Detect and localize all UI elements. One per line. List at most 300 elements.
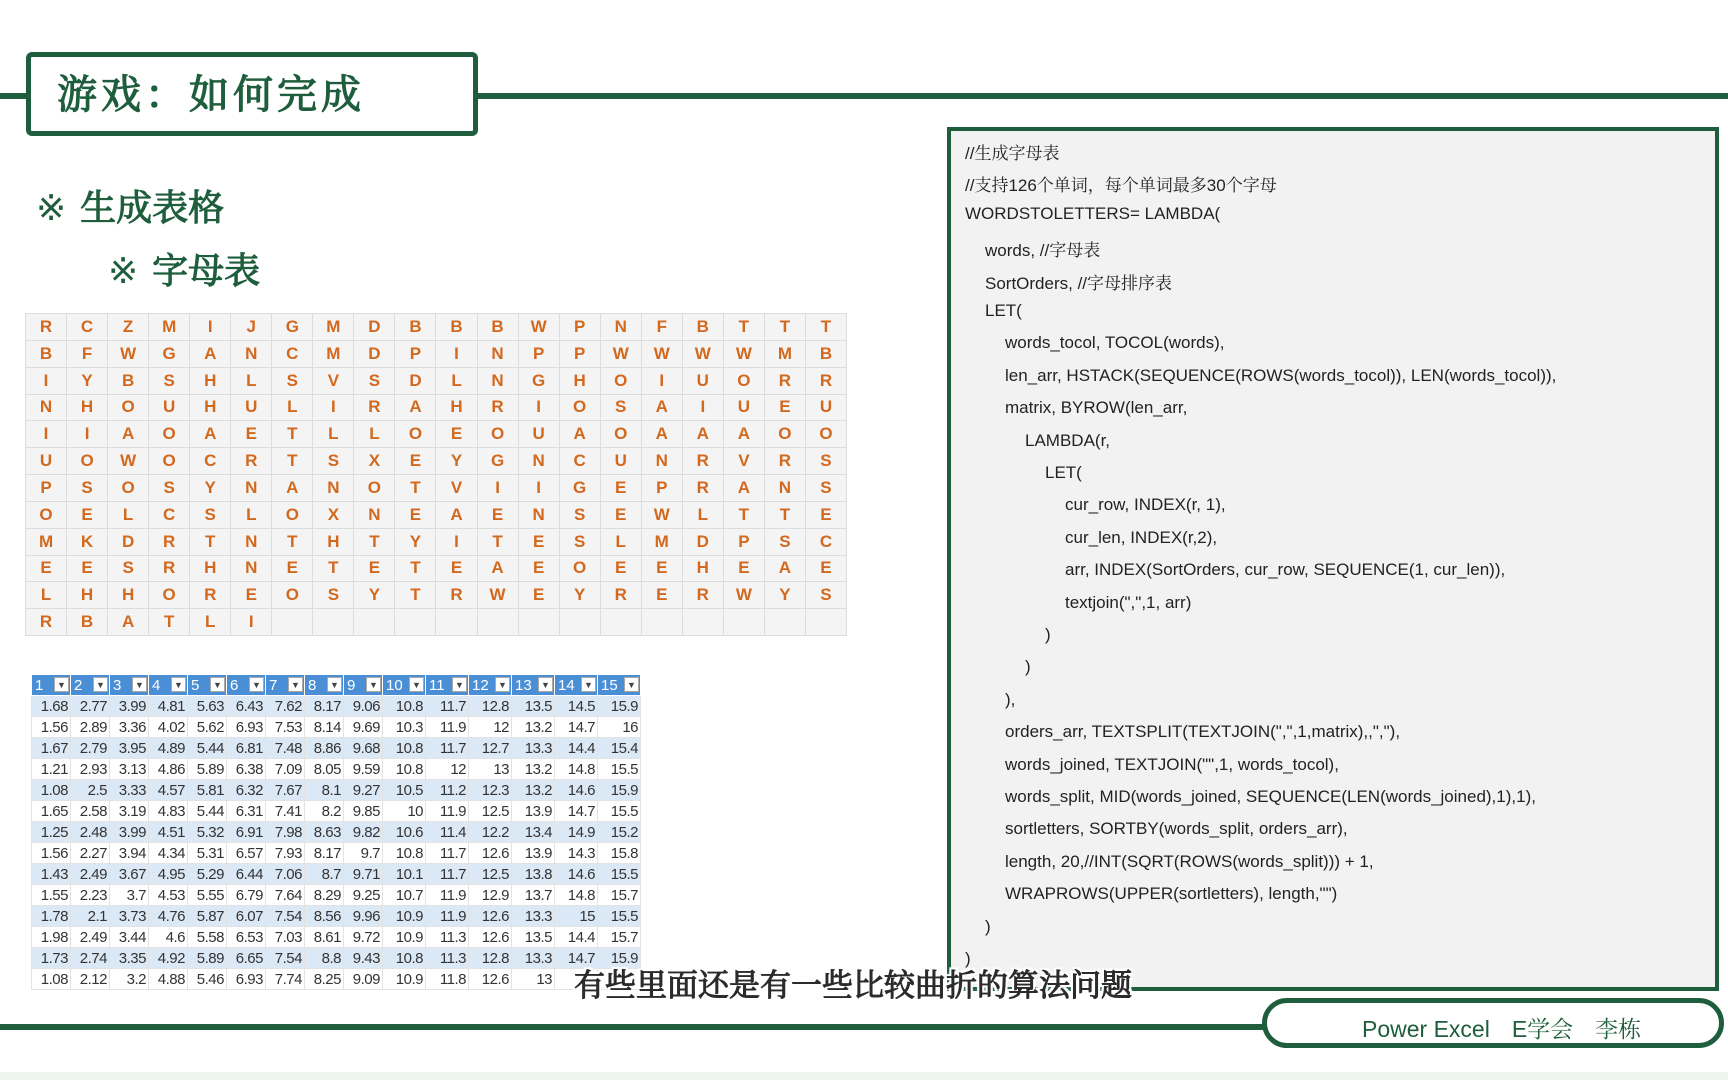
table-cell: 9.96 bbox=[344, 906, 383, 927]
letter-cell: E bbox=[478, 502, 519, 529]
number-table bbox=[31, 674, 641, 990]
table-cell: 3.44 bbox=[110, 927, 149, 948]
table-cell: 2.12 bbox=[71, 969, 110, 990]
letter-cell: N bbox=[231, 556, 272, 583]
letter-cell: C bbox=[190, 448, 231, 475]
letter-cell: I bbox=[190, 314, 231, 341]
column-header-label: 9 bbox=[347, 676, 356, 694]
letter-cell: N bbox=[26, 395, 67, 422]
table-cell: 4.86 bbox=[149, 759, 188, 780]
table-row bbox=[32, 948, 641, 969]
table-cell: 8.56 bbox=[305, 906, 344, 927]
letter-cell: U bbox=[231, 395, 272, 422]
letter-cell: R bbox=[26, 314, 67, 341]
letter-cell: S bbox=[806, 582, 847, 609]
letter-cell: L bbox=[272, 395, 313, 422]
letter-cell: A bbox=[272, 475, 313, 502]
table-cell: 3.2 bbox=[110, 969, 149, 990]
table-cell: 10.9 bbox=[383, 906, 426, 927]
filter-dropdown-icon[interactable]: ▼ bbox=[624, 677, 639, 692]
letter-cell: A bbox=[642, 395, 683, 422]
letter-cell: E bbox=[231, 582, 272, 609]
letter-cell: L bbox=[354, 421, 395, 448]
table-cell: 1.65 bbox=[32, 801, 71, 822]
letter-cell: W bbox=[601, 341, 642, 368]
letter-cell: T bbox=[354, 529, 395, 556]
letter-cell: H bbox=[67, 395, 108, 422]
filter-dropdown-icon[interactable]: ▼ bbox=[538, 677, 553, 692]
filter-dropdown-icon[interactable]: ▼ bbox=[93, 677, 108, 692]
table-cell: 6.32 bbox=[227, 780, 266, 801]
table-cell: 1.55 bbox=[32, 885, 71, 906]
letter-cell: O bbox=[149, 582, 190, 609]
table-cell: 12 bbox=[426, 759, 469, 780]
letter-cell: S bbox=[149, 475, 190, 502]
letter-cell: L bbox=[601, 529, 642, 556]
table-cell: 15.2 bbox=[598, 822, 641, 843]
table-cell: 5.46 bbox=[188, 969, 227, 990]
table-cell: 6.93 bbox=[227, 969, 266, 990]
table-cell: 11.9 bbox=[426, 801, 469, 822]
letter-cell: E bbox=[231, 421, 272, 448]
column-header[interactable] bbox=[555, 675, 598, 696]
filter-dropdown-icon[interactable]: ▼ bbox=[327, 677, 342, 692]
table-cell: 9.27 bbox=[344, 780, 383, 801]
letter-cell: I bbox=[67, 421, 108, 448]
letter-cell: E bbox=[724, 556, 765, 583]
table-row bbox=[32, 864, 641, 885]
letter-cell: T bbox=[272, 529, 313, 556]
letter-cell bbox=[436, 609, 477, 636]
letter-cell: U bbox=[683, 368, 724, 395]
table-cell: 9.25 bbox=[344, 885, 383, 906]
table-cell: 13.3 bbox=[512, 906, 555, 927]
letter-cell: N bbox=[642, 448, 683, 475]
table-cell: 9.82 bbox=[344, 822, 383, 843]
letter-cell: N bbox=[519, 448, 560, 475]
table-cell: 8.17 bbox=[305, 843, 344, 864]
column-header[interactable] bbox=[71, 675, 110, 696]
table-cell: 1.56 bbox=[32, 843, 71, 864]
letter-cell: S bbox=[560, 529, 601, 556]
table-cell: 5.63 bbox=[188, 696, 227, 717]
table-cell: 10.1 bbox=[383, 864, 426, 885]
column-header-label: 4 bbox=[152, 676, 161, 694]
letter-cell: R bbox=[478, 395, 519, 422]
table-cell: 12.2 bbox=[469, 822, 512, 843]
table-cell: 10.5 bbox=[383, 780, 426, 801]
column-header[interactable] bbox=[110, 675, 149, 696]
table-cell: 2.49 bbox=[71, 864, 110, 885]
letter-cell: I bbox=[26, 421, 67, 448]
letter-cell: T bbox=[272, 421, 313, 448]
letter-cell: D bbox=[354, 341, 395, 368]
letter-cell: S bbox=[806, 475, 847, 502]
letter-cell: E bbox=[519, 529, 560, 556]
table-cell: 13.9 bbox=[512, 801, 555, 822]
table-row bbox=[32, 927, 641, 948]
table-row bbox=[32, 843, 641, 864]
letter-cell: E bbox=[806, 502, 847, 529]
table-cell: 11.3 bbox=[426, 948, 469, 969]
letter-cell bbox=[642, 609, 683, 636]
table-cell: 2.27 bbox=[71, 843, 110, 864]
letter-cell: H bbox=[190, 556, 231, 583]
letter-cell: O bbox=[26, 502, 67, 529]
table-cell: 8.63 bbox=[305, 822, 344, 843]
letter-cell: T bbox=[395, 475, 436, 502]
letter-cell: L bbox=[683, 502, 724, 529]
letter-cell: R bbox=[601, 582, 642, 609]
letter-cell: E bbox=[436, 556, 477, 583]
table-cell: 1.67 bbox=[32, 738, 71, 759]
table-cell: 11.8 bbox=[426, 969, 469, 990]
table-cell: 15.7 bbox=[598, 885, 641, 906]
letter-cell: I bbox=[313, 395, 354, 422]
table-row bbox=[32, 696, 641, 717]
letter-cell: G bbox=[272, 314, 313, 341]
table-cell: 3.33 bbox=[110, 780, 149, 801]
footer-author: 李栋 bbox=[1595, 1016, 1642, 1042]
column-header-label: 13 bbox=[515, 676, 532, 694]
letter-cell: X bbox=[313, 502, 354, 529]
letter-cell: A bbox=[642, 421, 683, 448]
code-line: matrix, BYROW(len_arr, bbox=[1005, 398, 1188, 418]
letter-cell: L bbox=[108, 502, 149, 529]
table-cell: 6.65 bbox=[227, 948, 266, 969]
table-cell: 5.89 bbox=[188, 948, 227, 969]
table-cell: 5.32 bbox=[188, 822, 227, 843]
table-cell: 1.73 bbox=[32, 948, 71, 969]
letter-cell: E bbox=[806, 556, 847, 583]
letter-cell: Y bbox=[190, 475, 231, 502]
table-cell: 5.31 bbox=[188, 843, 227, 864]
filter-dropdown-icon[interactable]: ▼ bbox=[366, 677, 381, 692]
letter-cell bbox=[601, 609, 642, 636]
table-cell: 11.9 bbox=[426, 885, 469, 906]
table-row bbox=[32, 759, 641, 780]
table-cell: 12.9 bbox=[469, 885, 512, 906]
table-cell: 15.9 bbox=[598, 780, 641, 801]
table-cell: 9.59 bbox=[344, 759, 383, 780]
table-cell: 10.8 bbox=[383, 948, 426, 969]
column-header[interactable] bbox=[32, 675, 71, 696]
table-cell: 15.5 bbox=[598, 759, 641, 780]
letter-cell: A bbox=[765, 556, 806, 583]
table-cell: 12.7 bbox=[469, 738, 512, 759]
table-cell: 11.7 bbox=[426, 864, 469, 885]
table-cell: 3.13 bbox=[110, 759, 149, 780]
column-header[interactable] bbox=[188, 675, 227, 696]
letter-cell bbox=[395, 609, 436, 636]
letter-cell: R bbox=[683, 475, 724, 502]
table-cell: 10.8 bbox=[383, 696, 426, 717]
letter-cell bbox=[519, 609, 560, 636]
letter-cell: H bbox=[683, 556, 724, 583]
letter-cell: H bbox=[67, 582, 108, 609]
code-line: arr, INDEX(SortOrders, cur_row, SEQUENCE(1, cur_len)), bbox=[1065, 560, 1506, 580]
table-cell: 12.6 bbox=[469, 843, 512, 864]
table-cell: 14.8 bbox=[555, 885, 598, 906]
table-cell: 14.8 bbox=[555, 759, 598, 780]
letter-cell: M bbox=[642, 529, 683, 556]
column-header-label: 6 bbox=[230, 676, 239, 694]
letter-cell: W bbox=[642, 341, 683, 368]
letter-cell: N bbox=[519, 502, 560, 529]
table-cell: 14.7 bbox=[555, 948, 598, 969]
letter-cell: O bbox=[108, 395, 149, 422]
table-cell: 12.8 bbox=[469, 948, 512, 969]
code-line: words_joined, TEXTJOIN("",1, words_tocol), bbox=[1005, 754, 1339, 774]
table-cell: 4.02 bbox=[149, 717, 188, 738]
letter-cell: E bbox=[765, 395, 806, 422]
letter-cell bbox=[683, 609, 724, 636]
letter-cell: Y bbox=[436, 448, 477, 475]
table-cell: 8.29 bbox=[305, 885, 344, 906]
table-cell: 12.6 bbox=[469, 927, 512, 948]
table-cell: 13.9 bbox=[512, 843, 555, 864]
letter-cell: Y bbox=[354, 582, 395, 609]
filter-dropdown-icon[interactable]: ▼ bbox=[409, 677, 424, 692]
letter-cell: B bbox=[683, 314, 724, 341]
table-cell: 4.76 bbox=[149, 906, 188, 927]
letter-cell: S bbox=[601, 395, 642, 422]
column-header[interactable] bbox=[227, 675, 266, 696]
letter-cell: L bbox=[231, 368, 272, 395]
filter-dropdown-icon[interactable]: ▼ bbox=[581, 677, 596, 692]
table-cell: 3.94 bbox=[110, 843, 149, 864]
letter-cell: R bbox=[683, 448, 724, 475]
table-cell: 10.8 bbox=[383, 738, 426, 759]
letter-cell: N bbox=[231, 341, 272, 368]
table-cell: 15 bbox=[555, 906, 598, 927]
footer-brand: Power Excel bbox=[1362, 1016, 1490, 1042]
table-cell: 13.4 bbox=[512, 822, 555, 843]
column-header[interactable] bbox=[598, 675, 641, 696]
table-cell: 13.5 bbox=[512, 927, 555, 948]
column-header[interactable] bbox=[469, 675, 512, 696]
letter-cell: E bbox=[354, 556, 395, 583]
column-header-label: 14 bbox=[558, 676, 575, 694]
table-cell: 8.05 bbox=[305, 759, 344, 780]
letter-cell: V bbox=[313, 368, 354, 395]
table-cell: 5.87 bbox=[188, 906, 227, 927]
table-cell: 16 bbox=[598, 717, 641, 738]
letter-cell: T bbox=[313, 556, 354, 583]
column-header-label: 3 bbox=[113, 676, 122, 694]
table-cell: 8.8 bbox=[305, 948, 344, 969]
table-cell: 5.44 bbox=[188, 738, 227, 759]
table-cell: 5.58 bbox=[188, 927, 227, 948]
filter-dropdown-icon[interactable]: ▼ bbox=[210, 677, 225, 692]
table-cell: 5.89 bbox=[188, 759, 227, 780]
column-header[interactable] bbox=[344, 675, 383, 696]
letter-cell: C bbox=[272, 341, 313, 368]
letter-cell: V bbox=[436, 475, 477, 502]
code-line: ) bbox=[965, 949, 971, 968]
letter-cell: E bbox=[601, 502, 642, 529]
letter-cell: P bbox=[724, 529, 765, 556]
letter-cell: T bbox=[395, 556, 436, 583]
letter-cell: T bbox=[478, 529, 519, 556]
letter-cell: D bbox=[683, 529, 724, 556]
letter-cell bbox=[765, 609, 806, 636]
letter-cell bbox=[272, 609, 313, 636]
letter-cell: R bbox=[683, 582, 724, 609]
table-row bbox=[32, 801, 641, 822]
table-cell: 7.54 bbox=[266, 906, 305, 927]
letter-cell: F bbox=[67, 341, 108, 368]
letter-cell: O bbox=[601, 368, 642, 395]
title-box bbox=[26, 52, 478, 136]
letter-cell: N bbox=[231, 475, 272, 502]
table-cell: 11.7 bbox=[426, 738, 469, 759]
filter-dropdown-icon[interactable]: ▼ bbox=[54, 677, 69, 692]
column-header[interactable] bbox=[426, 675, 469, 696]
letter-cell: L bbox=[231, 502, 272, 529]
table-cell: 5.44 bbox=[188, 801, 227, 822]
letter-cell: E bbox=[272, 556, 313, 583]
letter-cell: O bbox=[272, 582, 313, 609]
code-line: WORDSTOLETTERS= LAMBDA( bbox=[965, 203, 1221, 223]
code-line: words_split, MID(words_joined, SEQUENCE(LEN(words_joined),1),1), bbox=[1005, 787, 1536, 806]
letter-cell: O bbox=[149, 448, 190, 475]
filter-dropdown-icon[interactable]: ▼ bbox=[288, 677, 303, 692]
filter-dropdown-icon[interactable]: ▼ bbox=[171, 677, 186, 692]
filter-dropdown-icon[interactable]: ▼ bbox=[452, 677, 467, 692]
table-cell: 14.9 bbox=[555, 822, 598, 843]
table-cell: 9.43 bbox=[344, 948, 383, 969]
letter-cell: B bbox=[478, 314, 519, 341]
table-cell: 4.57 bbox=[149, 780, 188, 801]
letter-cell: S bbox=[354, 368, 395, 395]
table-cell: 2.74 bbox=[71, 948, 110, 969]
table-cell: 11.7 bbox=[426, 843, 469, 864]
table-cell: 3.99 bbox=[110, 696, 149, 717]
code-panel bbox=[947, 127, 1719, 991]
footer-org: E学会 bbox=[1511, 1016, 1574, 1042]
table-cell: 12.6 bbox=[469, 969, 512, 990]
letter-cell: Y bbox=[560, 582, 601, 609]
letter-cell: E bbox=[436, 421, 477, 448]
filter-dropdown-icon[interactable]: ▼ bbox=[249, 677, 264, 692]
table-cell: 1.78 bbox=[32, 906, 71, 927]
letter-cell: O bbox=[395, 421, 436, 448]
letter-cell: G bbox=[478, 448, 519, 475]
letter-cell: O bbox=[272, 502, 313, 529]
letter-cell: A bbox=[108, 609, 149, 636]
letter-cell: L bbox=[313, 421, 354, 448]
table-cell: 12.5 bbox=[469, 801, 512, 822]
column-header[interactable] bbox=[149, 675, 188, 696]
code-line: textjoin(",",1, arr) bbox=[1065, 592, 1192, 612]
letter-cell: O bbox=[478, 421, 519, 448]
table-cell: 11.2 bbox=[426, 780, 469, 801]
letter-cell: C bbox=[67, 314, 108, 341]
letter-cell bbox=[313, 609, 354, 636]
table-cell: 4.34 bbox=[149, 843, 188, 864]
table-cell: 6.57 bbox=[227, 843, 266, 864]
letter-cell: P bbox=[395, 341, 436, 368]
table-cell: 9.85 bbox=[344, 801, 383, 822]
table-cell: 1.25 bbox=[32, 822, 71, 843]
letter-cell: I bbox=[436, 529, 477, 556]
table-cell: 7.98 bbox=[266, 822, 305, 843]
table-cell: 9.71 bbox=[344, 864, 383, 885]
letter-cell: H bbox=[560, 368, 601, 395]
column-header[interactable] bbox=[512, 675, 555, 696]
letter-cell: R bbox=[806, 368, 847, 395]
table-cell: 7.54 bbox=[266, 948, 305, 969]
column-header[interactable] bbox=[266, 675, 305, 696]
table-cell: 1.98 bbox=[32, 927, 71, 948]
letter-cell: B bbox=[26, 341, 67, 368]
letter-cell: Z bbox=[108, 314, 149, 341]
letter-cell: I bbox=[478, 475, 519, 502]
letter-cell: A bbox=[108, 421, 149, 448]
code-line: //支持126个单词，每个单词最多30个字母 bbox=[965, 176, 1277, 196]
letter-cell: I bbox=[26, 368, 67, 395]
letter-cell: R bbox=[149, 556, 190, 583]
table-cell: 8.2 bbox=[305, 801, 344, 822]
table-cell: 15.4 bbox=[598, 738, 641, 759]
letter-cell: P bbox=[26, 475, 67, 502]
table-cell: 10.7 bbox=[383, 885, 426, 906]
letter-cell: T bbox=[272, 448, 313, 475]
letter-cell: T bbox=[395, 582, 436, 609]
table-row bbox=[32, 717, 641, 738]
code-line: WRAPROWS(UPPER(sortletters), length,"") bbox=[1005, 884, 1338, 904]
letter-cell: G bbox=[519, 368, 560, 395]
table-cell: 14.7 bbox=[555, 801, 598, 822]
column-header[interactable] bbox=[305, 675, 344, 696]
table-cell: 8.14 bbox=[305, 717, 344, 738]
code-line: orders_arr, TEXTSPLIT(TEXTJOIN(",",1,matrix),,","), bbox=[1005, 722, 1401, 742]
code-line: LET( bbox=[985, 301, 1022, 320]
filter-dropdown-icon[interactable]: ▼ bbox=[132, 677, 147, 692]
table-cell: 1.68 bbox=[32, 696, 71, 717]
table-cell: 13.8 bbox=[512, 864, 555, 885]
column-header-label: 8 bbox=[308, 676, 317, 694]
letter-cell: A bbox=[395, 395, 436, 422]
letter-cell: A bbox=[560, 421, 601, 448]
letter-cell: L bbox=[436, 368, 477, 395]
letter-cell: N bbox=[231, 529, 272, 556]
table-cell: 9.7 bbox=[344, 843, 383, 864]
bottom-rule bbox=[0, 1024, 1270, 1030]
table-cell: 13 bbox=[469, 759, 512, 780]
bottom-strip bbox=[0, 1072, 1728, 1080]
table-cell: 2.1 bbox=[71, 906, 110, 927]
letter-cell: X bbox=[354, 448, 395, 475]
letter-cell: A bbox=[724, 475, 765, 502]
table-cell: 4.51 bbox=[149, 822, 188, 843]
table-cell: 6.79 bbox=[227, 885, 266, 906]
table-cell: 15.9 bbox=[598, 948, 641, 969]
column-header[interactable] bbox=[383, 675, 426, 696]
letter-cell: E bbox=[642, 556, 683, 583]
table-row bbox=[32, 969, 641, 990]
section-heading-alphabet bbox=[108, 243, 260, 294]
column-header-label: 5 bbox=[191, 676, 200, 694]
table-cell: 11.3 bbox=[426, 927, 469, 948]
table-cell: 4.89 bbox=[149, 738, 188, 759]
letter-cell: H bbox=[313, 529, 354, 556]
filter-dropdown-icon[interactable]: ▼ bbox=[495, 677, 510, 692]
footer-box bbox=[1262, 998, 1724, 1048]
letter-grid bbox=[25, 313, 847, 636]
letter-cell: T bbox=[724, 314, 765, 341]
